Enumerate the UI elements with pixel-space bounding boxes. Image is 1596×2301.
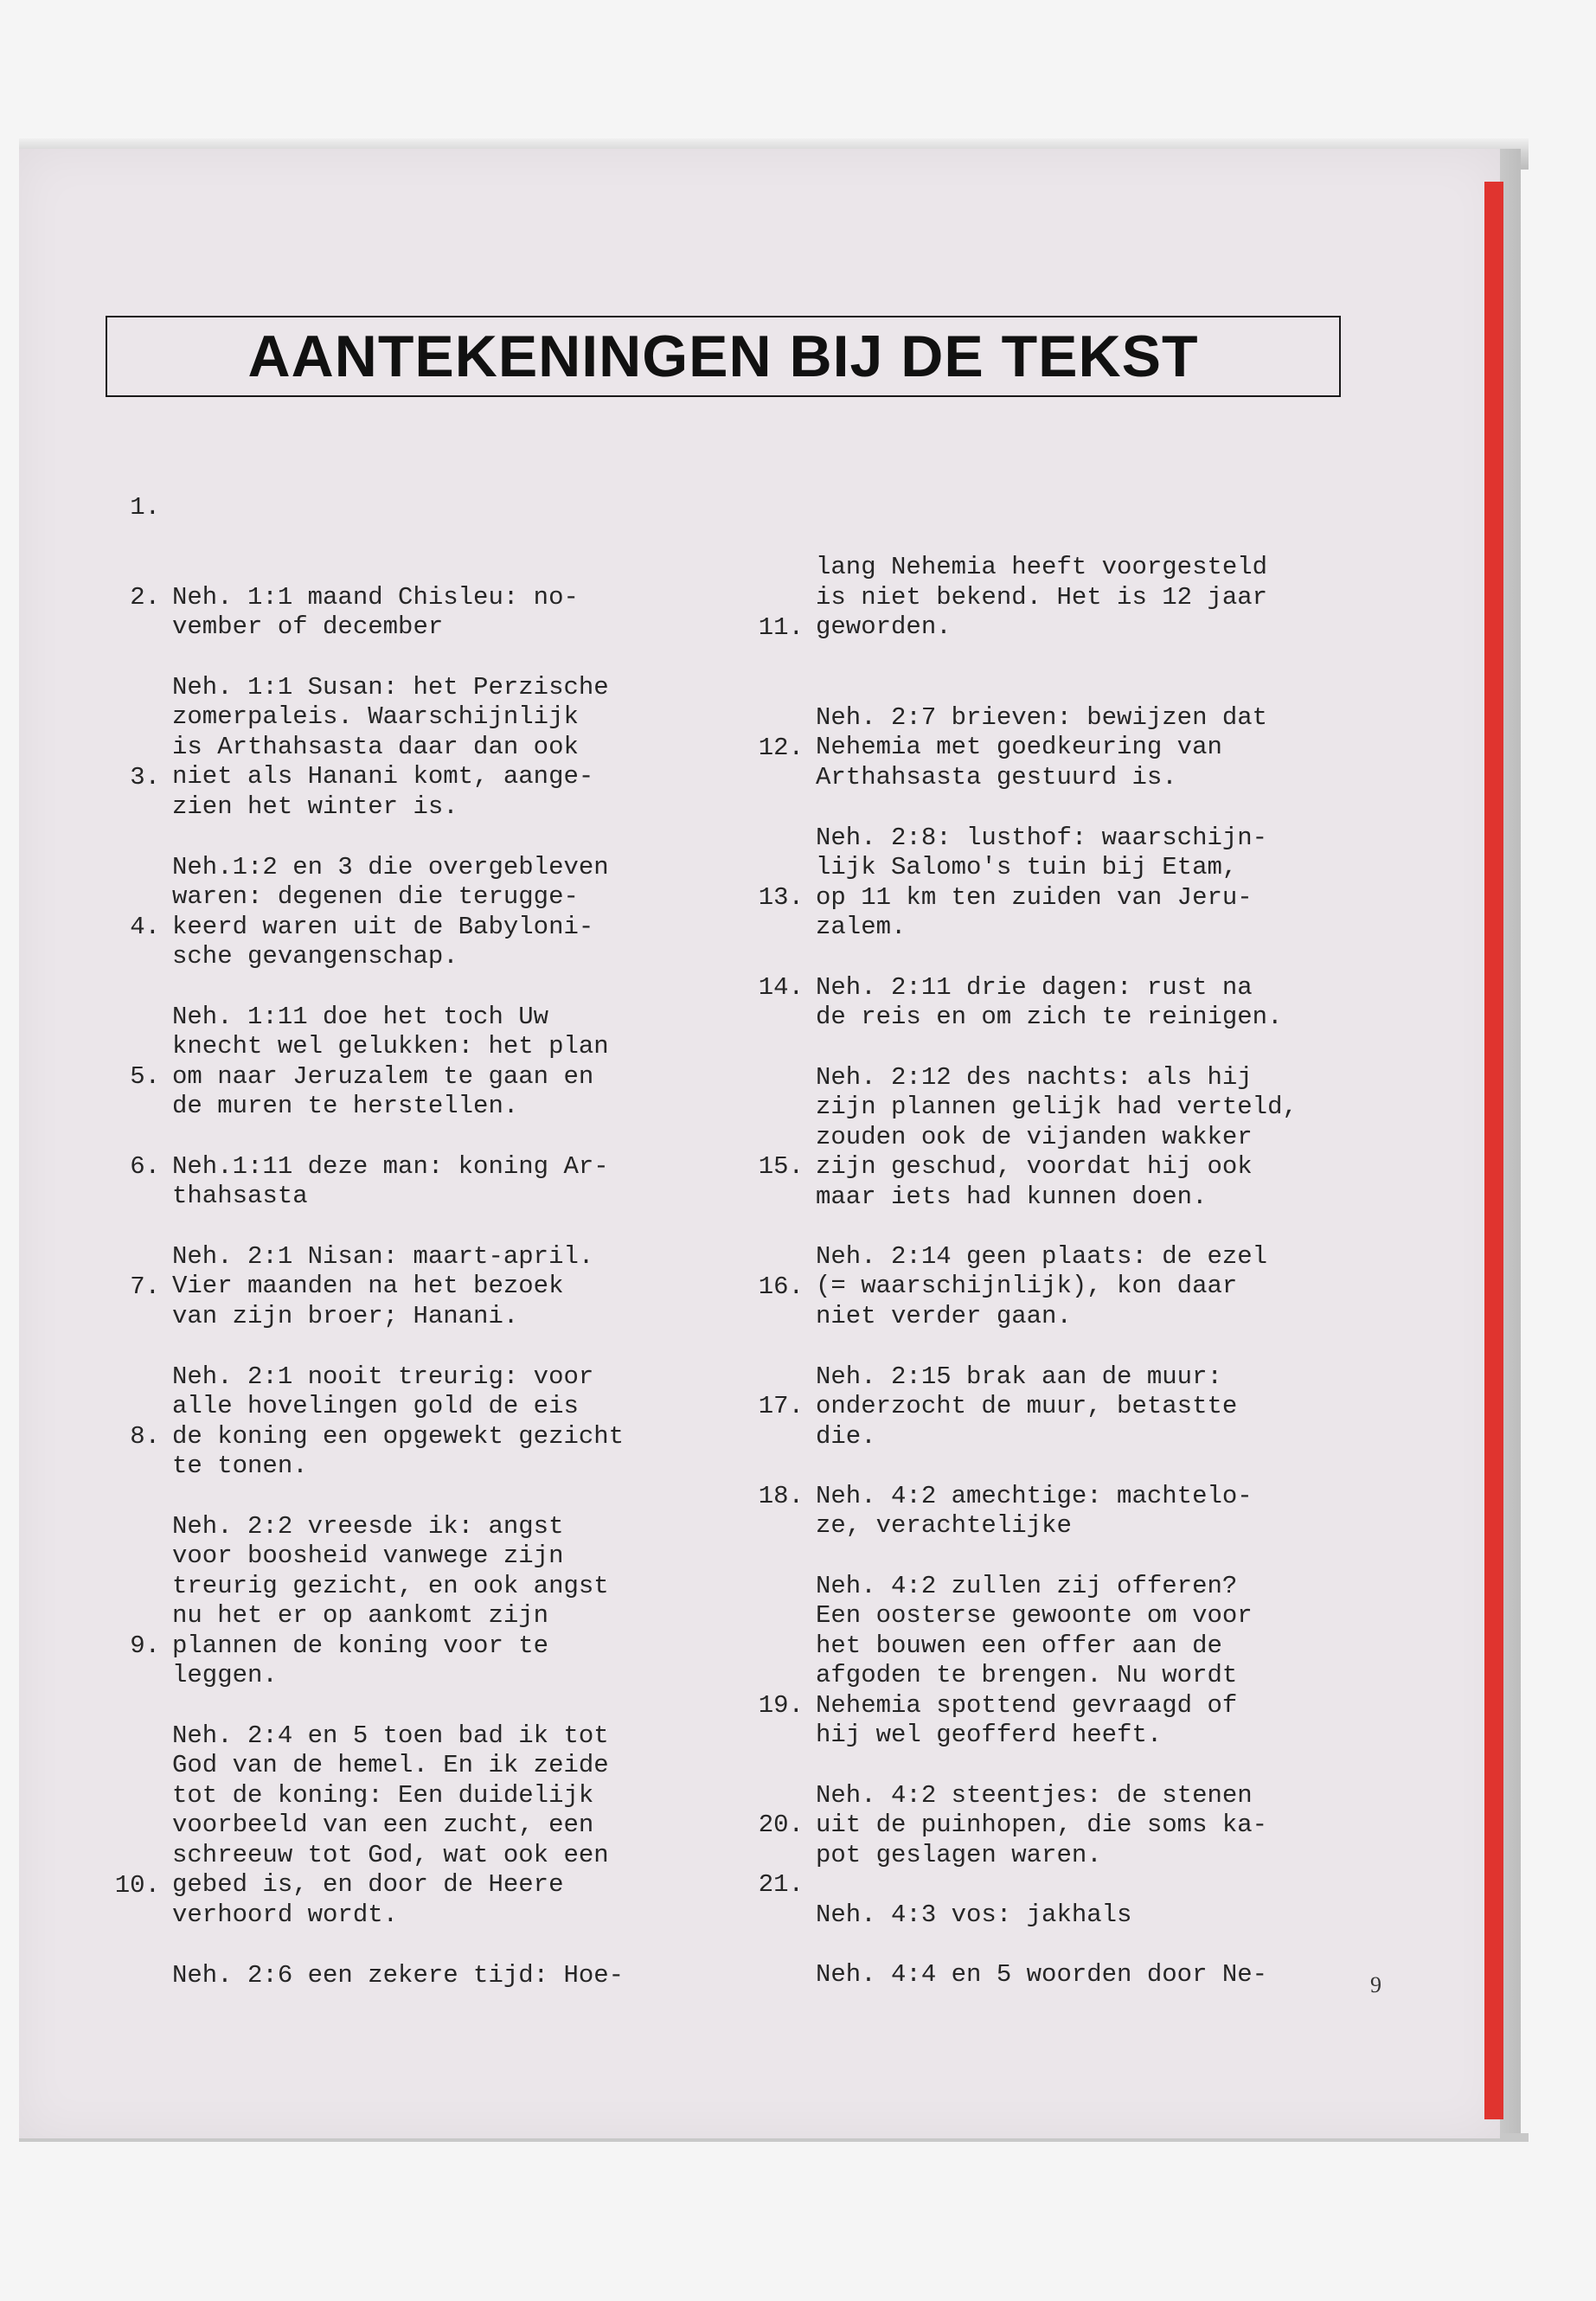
- note-text: Neh. 2:11 drie dagen: rust na de reis en om zich te reinigen.: [816, 972, 1283, 1031]
- note-number: 8.: [130, 1422, 160, 1451]
- note-text: Neh. 2:6 een zekere tijd: Hoe-: [172, 1960, 625, 1990]
- note-text: Neh. 4:4 en 5 woorden door Ne-: [816, 1959, 1268, 1989]
- page-heading: AANTEKENINGEN BIJ DE TEKST: [247, 324, 1199, 389]
- note-number: 6.: [130, 1152, 160, 1181]
- note-text: Neh. 2:8: lusthof: waarschijn- lijk Salomo's tuin bij Etam, op 11 km ten zuiden van Jeru- zalem.: [816, 823, 1268, 941]
- note-number: 13.: [758, 883, 804, 912]
- note-text: Neh. 2:12 des nachts: als hij zijn plannen gelijk had verteld, zouden ook de vijanden wakker zijn geschud, voordat hij ook maar iets had kunnen doen.: [816, 1062, 1298, 1211]
- note-number: 21.: [758, 1870, 804, 1899]
- note-text: Neh. 4:2 steentjes: de stenen uit de puinhopen, die soms ka- pot geslagen waren.: [816, 1780, 1268, 1869]
- note-number: 1.: [130, 493, 160, 522]
- page-number: 9: [1370, 1972, 1381, 1997]
- note-number: 17.: [758, 1392, 804, 1420]
- note-item: [758, 1870, 1268, 2020]
- note-number: 10.: [114, 1871, 160, 1900]
- note-text: Neh. 1:1 maand Chisleu: no- vember of december: [172, 582, 579, 641]
- note-number: 14.: [758, 973, 804, 1002]
- note-text: Neh. 2:14 geen plaats: de ezel (= waarschijnlijk), kon daar niet verder gaan.: [816, 1241, 1268, 1330]
- note-text: Neh. 4:2 zullen zij offeren? Een oosterse gewoonte om voor het bouwen een offer aan de afgoden te brengen. Nu wordt Nehemia spottend gevraagd of hij wel geofferd heeft.: [816, 1571, 1253, 1749]
- note-number: 18.: [758, 1482, 804, 1510]
- note-text: Neh. 2:7 brieven: bewijzen dat Nehemia met goedkeuring van Arthahsasta gestuurd is.: [816, 702, 1268, 792]
- note-number: 9.: [130, 1631, 160, 1660]
- note-number: 12.: [758, 734, 804, 762]
- note-number: 19.: [758, 1691, 804, 1720]
- note-text: Neh. 4:3 vos: jakhals: [816, 1900, 1132, 1929]
- note-text: Neh. 1:11 doe het toch Uw knecht wel gelukken: het plan om naar Jeruzalem te gaan en de muren te herstellen.: [172, 1002, 609, 1120]
- note-number: 11.: [758, 613, 804, 642]
- note-number: 20.: [758, 1811, 804, 1839]
- note-number: 7.: [130, 1272, 160, 1301]
- red-binding-strip: [1484, 182, 1503, 2119]
- note-item: [114, 1871, 625, 2021]
- note-text: Neh. 4:2 amechtige: machtelo- ze, verachtelijke: [816, 1481, 1253, 1540]
- note-text: Neh. 2:1 Nisan: maart-april. Vier maanden na het bezoek van zijn broer; Hanani.: [172, 1241, 594, 1330]
- note-number: 15.: [758, 1152, 804, 1181]
- note-text: Neh.1:2 en 3 die overgebleven waren: degenen die terugge- keerd waren uit de Babyloni- sche gevangenschap.: [172, 852, 609, 971]
- note-text: Neh. 1:1 Susan: het Perzische zomerpaleis. Waarschijnlijk is Arthahsasta daar dan ook niet als Hanani komt, aange- zien het winter is.: [172, 672, 609, 821]
- note-text: lang Nehemia heeft voorgesteld is niet bekend. Het is 12 jaar geworden.: [816, 553, 1268, 641]
- note-text: Neh. 2:15 brak aan de muur: onderzocht de muur, betastte die.: [816, 1362, 1238, 1451]
- note-number: 4.: [130, 913, 160, 941]
- note-number: 16.: [758, 1272, 804, 1301]
- heading-box: [106, 316, 1341, 397]
- note-number: 3.: [130, 763, 160, 792]
- note-number: 5.: [130, 1062, 160, 1091]
- note-text: Neh.1:11 deze man: koning Ar- thahsasta: [172, 1151, 609, 1210]
- note-text: Neh. 2:1 nooit treurig: voor alle hovelingen gold de eis de koning een opgewekt gezicht te tonen.: [172, 1362, 625, 1480]
- note-text: Neh. 2:2 vreesde ik: angst voor boosheid vanwege zijn treurig gezicht, en ook angst nu het er op aankomt zijn plannen de koning voor te leggen.: [172, 1511, 609, 1689]
- note-number: 2.: [130, 583, 160, 612]
- note-text: Neh. 2:4 en 5 toen bad ik tot God van de hemel. En ik zeide tot de koning: Een duidelijk voorbeeld van een zucht, een schreeuw tot God, wat ook een gebed is, en door de Heere verhoord wordt.: [172, 1721, 609, 1929]
